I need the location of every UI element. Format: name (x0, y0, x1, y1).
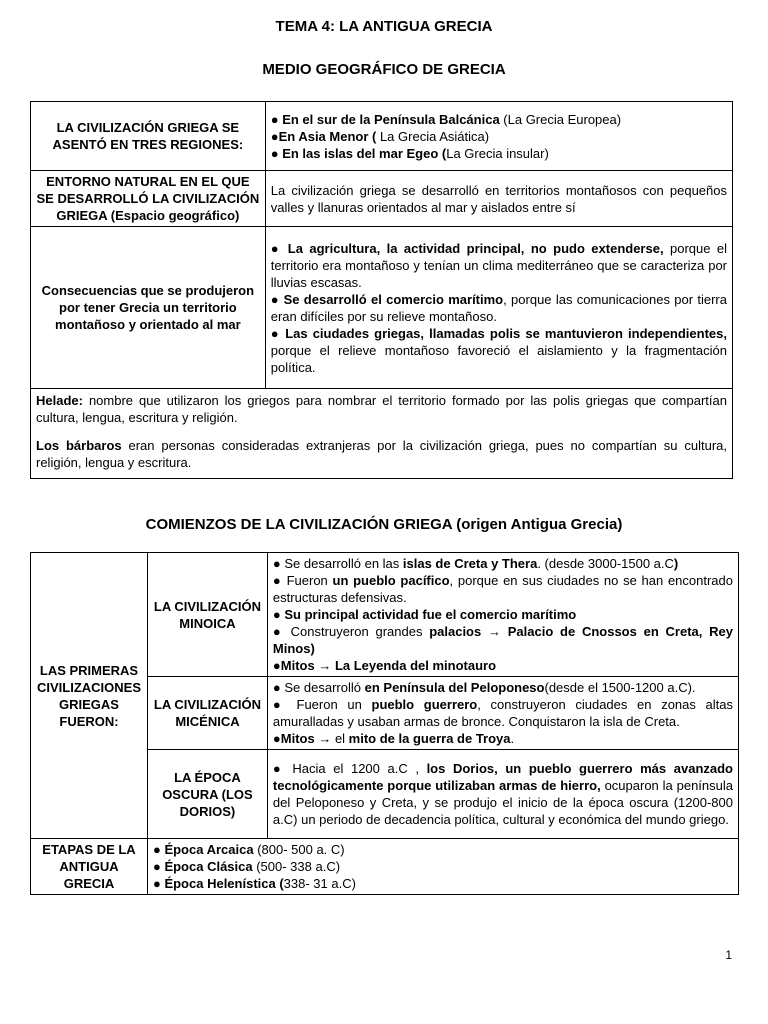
item-bold-text: los Dorios, un pueblo guerrero más avanzado tecnológicamente porque utilizaban armas de hierro, (272, 761, 734, 793)
item-text: ● Fueron un (272, 697, 372, 712)
item-text: ● Se desarrolló en las (272, 556, 403, 571)
consequences-cell (265, 227, 732, 389)
list-item (153, 875, 733, 892)
item-text: (La Grecia Europea) (503, 111, 622, 127)
item-bold-text: islas de Creta y Thera (402, 556, 538, 571)
geography-table (30, 101, 733, 479)
section-title-geografia: MEDIO GEOGRÁFICO DE GRECIA (262, 61, 506, 78)
item-bold-text: ● En las islas del mar Egeo ( (270, 145, 447, 161)
table-row (31, 839, 739, 895)
list-item (273, 679, 733, 696)
definition-text: nombre que utilizaron los griegos para nombrar el territorio formado por las polis griegas que compartían cultura, lengua, escritura y religión. (36, 393, 727, 425)
term: Helade: (36, 393, 83, 408)
item-bold-text: ●Mitos → (272, 731, 332, 746)
item-text: (800- 500 a. C) (257, 842, 345, 857)
civilization-label: LA ÉPOCA OSCURA (LOS DORIOS) (147, 750, 267, 839)
etapas-cell (147, 839, 738, 895)
item-text: La Grecia Asiática) (379, 128, 490, 144)
row-label: ENTORNO NATURAL EN EL QUE SE DESARROLLÓ LA CIVILIZACIÓN GRIEGA (Espacio geográfico) (31, 171, 266, 227)
micenica-cell (267, 677, 738, 750)
item-text: ● Construyeron grandes (272, 624, 430, 639)
civilization-label: LA CIVILIZACIÓN MICÉNICA (147, 677, 267, 750)
item-bold-text: palacios → Palacio de Cnossos en Creta, Rey Minos) (272, 624, 733, 656)
item-text: 338- 31 a.C) (283, 876, 356, 891)
list-item (273, 555, 733, 572)
item-text: , construyeron ciudades en zonas altas amuralladas y usaban armas de bronce. Conquistaron la isla de Creta. (272, 697, 734, 729)
definition-helade (36, 392, 727, 426)
item-text: porque el territorio era montañoso y tenían un clima mediterráneo que se caracteriza por lluvias escasas. (270, 240, 727, 290)
item-bold-text: ● Las ciudades griegas, llamadas polis se mantuvieron independientes, (270, 325, 727, 341)
list-item (271, 240, 727, 291)
definition-barbaros (36, 437, 727, 471)
item-bold-text: en Península del Peloponeso (364, 680, 545, 695)
item-text: ● Se desarrolló (272, 680, 365, 695)
minoica-cell (267, 553, 738, 677)
table-row (31, 102, 733, 171)
item-bold-text: ● Se desarrolló el comercio marítimo (270, 291, 504, 307)
list-item (153, 858, 733, 875)
item-bold-text: ) (673, 556, 679, 571)
item-text: (desde el 1500-1200 a.C). (544, 680, 696, 695)
item-bold-text: ● Época Arcaica (152, 842, 258, 857)
item-text: . (desde 3000-1500 a.C (537, 556, 674, 571)
list-item (273, 730, 733, 747)
list-item (271, 291, 727, 325)
civilizations-table (30, 552, 739, 895)
list-item (271, 111, 727, 128)
environment-text: La civilización griega se desarrolló en territorios montañosos con pequeños valles y llanuras orientados al mar y aislados entre sí (265, 171, 732, 227)
table-row (31, 171, 733, 227)
section-title-comienzos: COMIENZOS DE LA CIVILIZACIÓN GRIEGA (origen Antigua Grecia) (145, 516, 623, 533)
row-label: LA CIVILIZACIÓN GRIEGA SE ASENTÓ EN TRES REGIONES: (31, 102, 266, 171)
civilization-label: LA CIVILIZACIÓN MINOICA (147, 553, 267, 677)
item-bold-text: ● Época Clásica (152, 859, 257, 874)
item-text: porque el relieve montañoso favoreció el aislamiento y la fragmentación política. (270, 342, 727, 375)
table-row (31, 227, 733, 389)
item-text: ● Hacia el 1200 a.C , (272, 761, 427, 776)
item-bold-text: ● La agricultura, la actividad principal, no pudo extenderse, (270, 240, 670, 256)
item-bold-text: mito de la guerra de Troya (348, 731, 511, 746)
regions-cell (265, 102, 732, 171)
definition-text: eran personas consideradas extranjeras por la civilización griega, pues no compartían su cultura, religión, lengua y escritura. (36, 438, 727, 470)
item-text: La Grecia insular) (446, 145, 549, 161)
item-bold-text: ● Época Helenística ( (152, 876, 284, 891)
item-text: , porque en sus ciudades no se han encontrado estructuras defensivas. (272, 573, 733, 605)
term: Los bárbaros (36, 438, 122, 453)
page-number: 1 (725, 948, 732, 962)
item-text: ● Fueron (272, 573, 333, 588)
list-item (273, 572, 733, 606)
list-item (271, 325, 727, 376)
item-text: el (331, 731, 349, 746)
list-item (153, 841, 733, 858)
list-item (273, 623, 733, 657)
item-text: (500- 338 a.C) (256, 859, 341, 874)
etapas-label: ETAPAS DE LA ANTIGUA GRECIA (31, 839, 148, 895)
list-item: ● Su principal actividad fue el comercio marítimo (272, 607, 577, 622)
item-text: ocuparon la península del Peloponeso y Creta, y se produjo el inicio de la época oscura (1200-800 a.C) un periodo de decadencia política, cultural y económica del mundo griego. (272, 778, 733, 827)
definitions-cell (31, 389, 733, 479)
oscura-cell (267, 750, 738, 839)
table-row (31, 553, 739, 677)
main-label: LAS PRIMERAS CIVILIZACIONES GRIEGAS FUERON: (31, 553, 148, 839)
item-bold-text: ●En Asia Menor ( (270, 128, 380, 144)
list-item (271, 145, 727, 162)
row-label: Consecuencias que se produjeron por tener Grecia un territorio montañoso y orientado al mar (31, 227, 266, 389)
document-title: TEMA 4: LA ANTIGUA GRECIA (275, 18, 493, 35)
list-item: ●Mitos → La Leyenda del minotauro (272, 658, 497, 673)
item-bold-text: pueblo guerrero (371, 697, 478, 712)
item-text: , porque las comunicaciones por tierra eran difíciles por su relieve montañoso. (270, 291, 727, 324)
table-row (31, 389, 733, 479)
list-item (271, 128, 727, 145)
list-item (273, 696, 733, 730)
item-bold-text: un pueblo pacífico (332, 573, 450, 588)
item-text: . (510, 731, 515, 746)
item-bold-text: ● En el sur de la Península Balcánica (270, 111, 504, 127)
